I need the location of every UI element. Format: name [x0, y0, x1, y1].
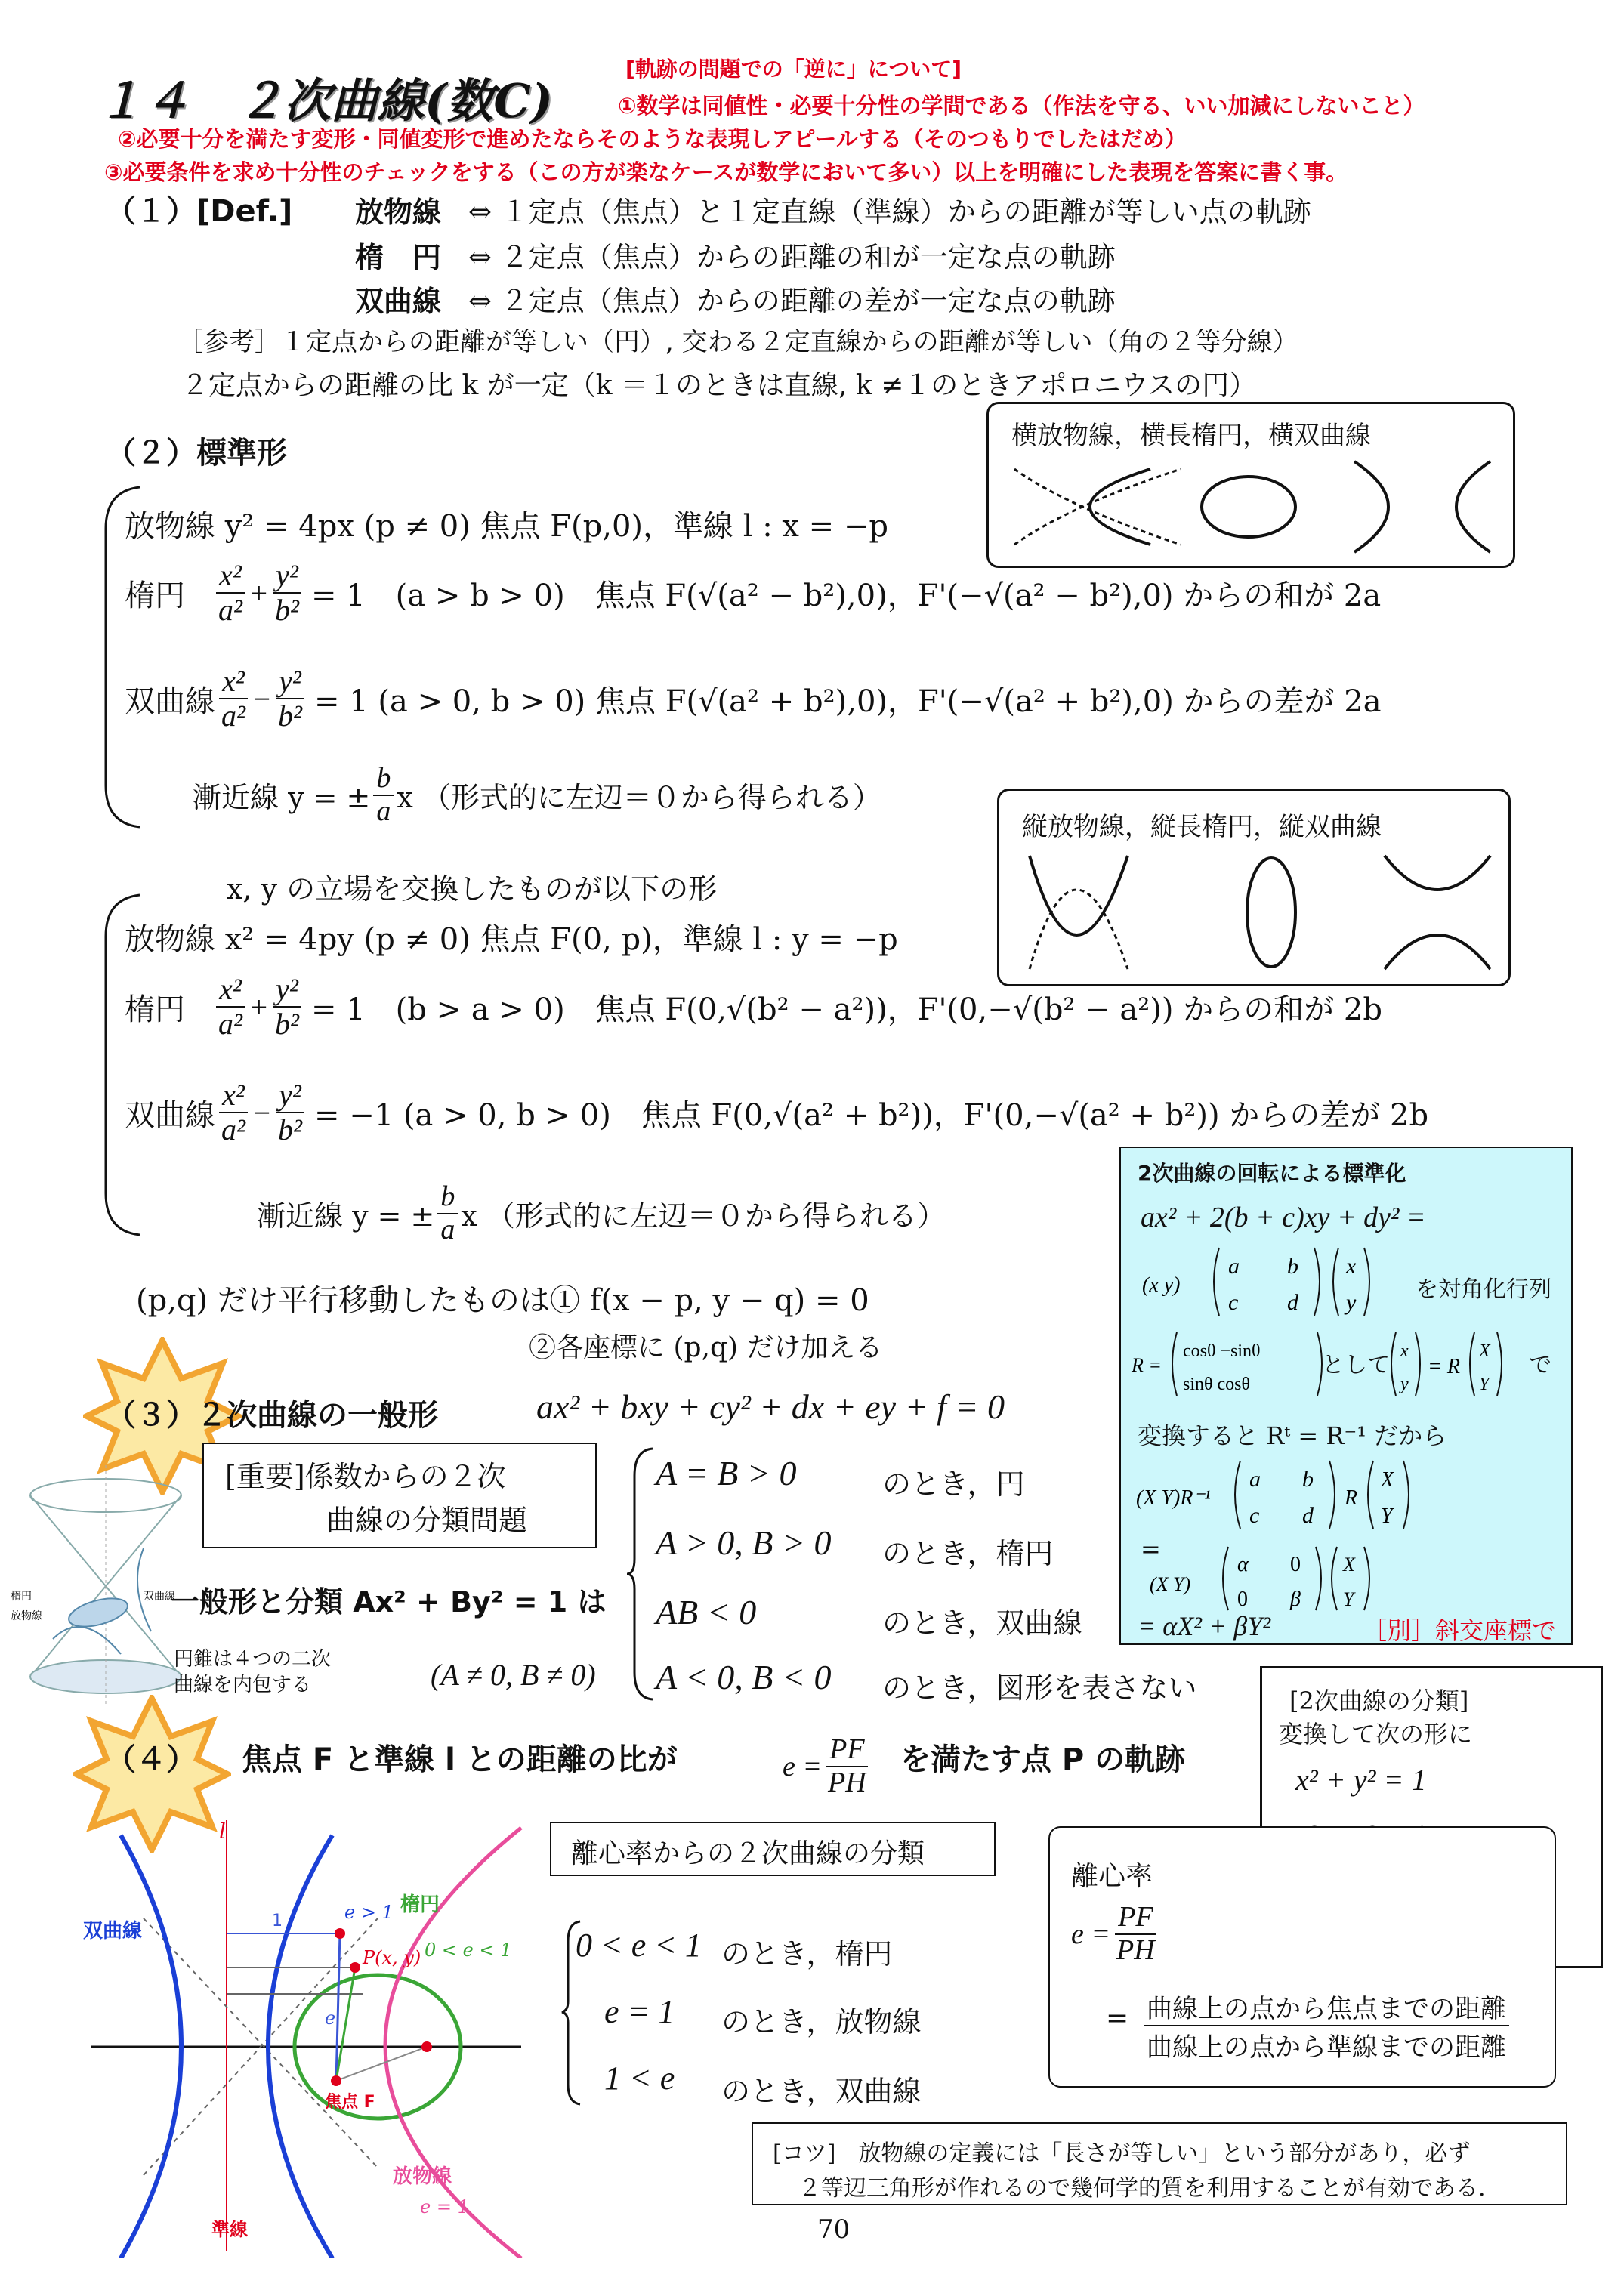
focus-text-2: を満たす点 P の軌跡: [900, 1742, 1186, 1777]
svg-text:R: R: [1345, 1486, 1358, 1510]
cone-label-parabola: 放物線: [11, 1610, 42, 1622]
important-line-2: 曲線の分類問題: [326, 1504, 528, 1537]
svg-text:d: d: [1287, 1290, 1298, 1315]
std-hyperbola-1-pre: 双曲線: [125, 684, 215, 719]
class-result-2: のとき，楕円: [882, 1537, 1054, 1570]
fig-parabola-label: 放物線: [393, 2165, 452, 2188]
tip-line-1: [コツ] 放物線の定義には「長さが等しい」という部分があり，必ず: [773, 2140, 1471, 2167]
class-result-1: のとき，円: [882, 1467, 1025, 1501]
horizontal-box-title: 横放物線，横長楕円，横双曲線: [1011, 421, 1371, 451]
svg-text:y: y: [1400, 1375, 1409, 1394]
horizontal-curves-sketch: [999, 454, 1505, 560]
std-ellipse-2: 楕円 $\frac{\text{x²}}{\text{a²}}$ + $\frac{\text{y²}}{\text{b²}}$ = 1 (b > a > 0) 焦点 F(0,√(b² − a²))，F'(0,−√(b² − a²)) からの和が 2b: [125, 972, 1382, 1041]
rotation-line-4: 変換すると Rᵗ = R⁻¹ だから: [1138, 1421, 1447, 1450]
rotation-line-7: = αX² + βY²: [1138, 1611, 1271, 1641]
frac-x2a2-h2: $\frac{\text{x²}}{\text{a²}}$: [218, 1079, 249, 1146]
brace-3: [625, 1446, 656, 1702]
frac-x2a2: $\frac{\text{x²}}{\text{a²}}$: [215, 559, 245, 627]
frac-y2b2-h: $\frac{\text{y²}}{\text{b²}}$: [275, 665, 305, 733]
fig-point-label: P(x, y): [363, 1947, 421, 1968]
rotation-alt: ［別］斜交座標で: [1363, 1616, 1557, 1645]
rotation-line-1: ax² + 2(b + c)xy + dy² =: [1141, 1202, 1426, 1233]
frac-x2a2-h: $\frac{\text{x²}}{\text{a²}}$: [218, 665, 249, 733]
important-box: [202, 1443, 597, 1548]
svg-text:a: a: [1249, 1467, 1261, 1492]
rotation-matrix-1: [1136, 1240, 1416, 1323]
std-asym2-post: x （形式的に左辺＝０から得られる）: [461, 1199, 946, 1233]
svg-text:0: 0: [1237, 1588, 1248, 1611]
tip-line-2: ２等辺三角形が作れるので幾何学的質を利用することが有効である.: [798, 2175, 1486, 2202]
svg-text:X: X: [1479, 1341, 1490, 1361]
class-cond-3: AB < 0: [656, 1593, 757, 1631]
std-ellipse-1: 楕円 $\frac{\text{x²}}{\text{a²}}$ + $\frac{\text{y²}}{\text{b²}}$ = 1 (a > b > 0) 焦点 F(√(a² − b²),0)，F'(−√(a² − b²),0) からの和が 2a: [125, 558, 1382, 627]
svg-text:Y: Y: [1479, 1375, 1490, 1394]
std-hyperbola-2-pre: 双曲線: [125, 1097, 215, 1133]
general-formula: ax² + bxy + cy² + dx + ey + f = 0: [536, 1387, 1005, 1426]
frac-y2b2: $\frac{\text{y²}}{\text{b²}}$: [272, 559, 302, 627]
rotation-matrix-3: [1139, 1541, 1426, 1616]
frac-ba: $\frac{b}{a}$: [373, 763, 394, 828]
vertical-curves-sketch: [1014, 848, 1498, 977]
std-parabola-2: 放物線 x² = 4py (p ≠ 0) 焦点 F(0, p)，準線 l : y = −p: [125, 922, 898, 957]
std-hyperbola-1-post: = 1 (a > 0, b > 0) 焦点 F(√(a² + b²),0)，F'(−√(a² + b²),0) からの差が 2a: [314, 684, 1382, 719]
ecc-def-box: [1048, 1826, 1556, 2088]
ecc-cond-1: 0 < e < 1: [576, 1927, 702, 1964]
rotation-line-6: =: [1141, 1535, 1161, 1563]
svg-text:α: α: [1237, 1553, 1249, 1576]
note-header: [軌跡の問題での「逆に」について]: [625, 57, 962, 82]
note-line-1: ①数学は同値性・必要十分性の学問である（作法を守る、いい加減にしないこと）: [618, 93, 1425, 119]
svg-text:Y: Y: [1343, 1588, 1354, 1610]
def-hyperbola-desc: ⇔ ２定点（焦点）からの距離の差が一定な点の軌跡: [468, 285, 1116, 317]
svg-text:= R: = R: [1428, 1355, 1460, 1378]
ecc-def-frac-2: [1144, 1988, 1509, 2063]
std-parabola-1: 放物線 y² = 4px (p ≠ 0) 焦点 F(p,0)，準線 l : x = −p: [125, 509, 889, 544]
focus-frac-num: PF: [826, 1734, 867, 1767]
std-hyperbola-1: 双曲線 $\frac{\text{x²}}{\text{a²}}$ − $\frac{\text{y²}}{\text{b²}}$ = 1 (a > 0, b > 0) 焦点 F(√(a² + b²),0)，F'(−√(a² + b²),0) からの差が 2a: [125, 664, 1382, 733]
cone-label-ellipse: 楕円: [11, 1591, 32, 1603]
rotation-matrix-R: [1128, 1326, 1332, 1402]
svg-text:Y: Y: [1381, 1504, 1393, 1528]
classbox-sub: 変換して次の形に: [1279, 1720, 1473, 1748]
class-result-4: のとき，図形を表さない: [882, 1671, 1197, 1705]
classbox-f1: x² + y² = 1: [1295, 1763, 1427, 1797]
std-hyperbola-2-post: = −1 (a > 0, b > 0) 焦点 F(0,√(a² + b²))，F'(0,−√(a² + b²)) からの差が 2b: [314, 1097, 1429, 1133]
ecc-cond-2: e = 1: [604, 1993, 675, 2030]
svg-text:c: c: [1249, 1503, 1260, 1528]
std-asym1-pre: 漸近線 y = ±: [193, 781, 371, 815]
rotation-box: [1119, 1146, 1573, 1645]
fig-e-gt1: e > 1: [344, 1902, 394, 1923]
classbox-title: [2次曲線の分類]: [1289, 1687, 1469, 1715]
svg-text:(X Y)R⁻¹: (X Y)R⁻¹: [1136, 1486, 1211, 1510]
focus-e-eq: e =: [783, 1750, 823, 1782]
std-shift-2: ②各座標に (p,q) だけ加える: [529, 1332, 883, 1363]
svg-text:c: c: [1228, 1290, 1239, 1315]
svg-text:R =: R =: [1132, 1354, 1162, 1376]
svg-text:(X Y): (X Y): [1150, 1573, 1191, 1595]
std-shift-1: (p,q) だけ平行移動したものは① f(x − p, y − q) = 0: [136, 1283, 869, 1318]
std-ellipse-2-post: = 1 (b > a > 0) 焦点 F(0,√(b² − a²))，F'(0,−√(b² − a²)) からの和が 2b: [311, 992, 1382, 1027]
fig-one-label: 1: [272, 1912, 283, 1930]
ecc-result-3: のとき，双曲線: [721, 2075, 922, 2108]
class-cond-1: A = B > 0: [656, 1454, 797, 1492]
vertical-box-title: 縦放物線，縦長楕円，縦双曲線: [1022, 812, 1382, 842]
general-classify: 一般形と分類 Ax² + By² = 1 は: [171, 1585, 607, 1619]
svg-text:x: x: [1346, 1254, 1357, 1279]
ecc-frac-den-2: 曲線上の点から準線までの距離: [1147, 2032, 1506, 2063]
rotation-line-3: として: [1322, 1352, 1390, 1378]
svg-text:X: X: [1381, 1468, 1394, 1492]
standard-label: （２）標準形: [106, 436, 287, 471]
svg-text:X: X: [1343, 1554, 1355, 1575]
std-hyperbola-2: 双曲線 $\frac{\text{x²}}{\text{a²}}$ − $\frac{\text{y²}}{\text{b²}}$ = −1 (a > 0, b > 0) 焦点 F(0,√(a² + b²))，F'(0,−√(a² + b²)) からの差が 2b: [125, 1078, 1429, 1146]
cone-label-hyperbola: 双曲線: [144, 1591, 175, 1603]
general-cond: (A ≠ 0, B ≠ 0): [431, 1658, 596, 1692]
def-ref-1: ［参考］１定点からの距離が等しい（円）, 交わる２定直線からの距離が等しい（角の２等分線）: [178, 327, 1298, 357]
class-cond-2: A > 0, B > 0: [656, 1523, 832, 1562]
svg-text:x: x: [1400, 1341, 1409, 1361]
important-line-1: [重要]係数からの２次: [225, 1460, 506, 1493]
ecc-result-2: のとき，放物線: [721, 2005, 922, 2038]
svg-text:sinθ cosθ: sinθ cosθ: [1183, 1375, 1250, 1394]
def-parabola-desc: ⇔ １定点（焦点）と１定直線（準線）からの距離が等しい点の軌跡: [468, 196, 1311, 228]
focus-text-1: 焦点 F と準線 l との距離の比が: [242, 1742, 678, 1777]
focus-frac-den: PH: [828, 1766, 866, 1798]
class-cond-4: A < 0, B < 0: [656, 1658, 832, 1696]
def-parabola-term: 放物線: [355, 196, 442, 229]
ecc-e-eq: e =: [1071, 1918, 1111, 1950]
std-asymptote-2: [257, 1181, 946, 1246]
focus-fraction: [783, 1734, 872, 1799]
frac-ba-2: $\frac{b}{a}$: [437, 1181, 458, 1246]
rotation-xy-eq: [1385, 1326, 1536, 1402]
ecc-box: [550, 1822, 996, 1876]
general-label: （３）２次曲線の一般形: [106, 1398, 438, 1433]
ecc-frac-num: PF: [1115, 1902, 1156, 1935]
focus-label: （４）: [106, 1742, 196, 1777]
std-ellipse-1-pre: 楕円: [125, 578, 185, 613]
fig-l-label: l: [219, 1819, 226, 1844]
fig-focus-label: 焦点 F: [325, 2093, 375, 2112]
ecc-box-title: 離心率からの２次曲線の分類: [571, 1838, 925, 1869]
fig-hyperbola-label: 双曲線: [83, 1920, 143, 1943]
std-ellipse-1-post: = 1 (a > b > 0) 焦点 F(√(a² − b²),0)，F'(−√(a² − b²),0) からの和が 2a: [311, 578, 1382, 613]
ecc-cond-3: 1 < e: [604, 2060, 675, 2097]
std-ellipse-2-pre: 楕円: [125, 992, 185, 1027]
fig-e-lt1: 0 < e < 1: [425, 1940, 512, 1961]
def-ellipse-desc: ⇔ ２定点（焦点）からの距離の和が一定な点の軌跡: [468, 241, 1116, 273]
cone-note-1: 円錐は４つの二次: [174, 1648, 332, 1671]
rotation-matrix-2: [1132, 1453, 1456, 1536]
page-title: １４ ２次曲線(数C): [97, 73, 554, 128]
fig-directrix-label: 準線: [211, 2219, 248, 2240]
svg-text:β: β: [1290, 1588, 1301, 1611]
std-asymptote-1: [193, 763, 881, 828]
ecc-frac-den: PH: [1116, 1933, 1155, 1966]
ecc-def-title: 離心率: [1071, 1861, 1153, 1892]
fig-ellipse-label: 楕円: [400, 1893, 440, 1916]
rotation-line-2: を対角化行列: [1416, 1276, 1551, 1303]
vertical-curves-box: [997, 789, 1511, 986]
svg-text:y: y: [1346, 1290, 1357, 1315]
fig-e-eq1: e = 1: [420, 2196, 469, 2217]
fig-e-label: e: [325, 2008, 336, 2029]
std-swap: x, y の立場を交換したものが以下の形: [227, 872, 718, 906]
svg-text:a: a: [1228, 1254, 1240, 1279]
page-number: 70: [817, 2214, 851, 2245]
svg-text:cosθ −sinθ: cosθ −sinθ: [1183, 1341, 1261, 1361]
note-line-3: ③必要条件を求め十分性のチェックをする（この方が楽なケースが数学において多い）以上を明確にした表現を答案に書く事。: [104, 159, 1348, 185]
def-ref-2: ２定点からの距離の比 k が一定（k ＝１のときは直線, k ≠１のときアポロニウスの円）: [181, 370, 1257, 401]
rotation-title: 2次曲線の回転による標準化: [1138, 1161, 1406, 1186]
cone-note-2: 曲線を内包する: [174, 1674, 312, 1696]
frac-y2b2-h2: $\frac{\text{y²}}{\text{b²}}$: [275, 1079, 305, 1146]
ecc-frac-num-2: 曲線上の点から焦点までの距離: [1144, 1988, 1509, 2026]
class-result-3: のとき，双曲線: [882, 1606, 1082, 1640]
std-asym1-post: x （形式的に左辺＝０から得られる）: [397, 781, 881, 815]
ecc-def-eq: =: [1106, 2003, 1129, 2034]
def-ellipse-term: 楕 円: [355, 241, 442, 274]
svg-text:d: d: [1302, 1503, 1314, 1528]
tip-box: [752, 2122, 1567, 2205]
note-line-2: ②必要十分を満たす変形・同値変形で進めたならそのような表現しアピールする（そのつもりでしたはだめ）: [118, 126, 1187, 152]
ecc-result-1: のとき，楕円: [721, 1937, 893, 1970]
std-asym2-pre: 漸近線 y = ±: [257, 1199, 435, 1233]
def-hyperbola-term: 双曲線: [355, 285, 442, 318]
svg-text:0: 0: [1290, 1553, 1301, 1576]
horizontal-curves-box: [986, 402, 1515, 568]
svg-text:b: b: [1287, 1254, 1298, 1279]
rotation-line-3b: で: [1529, 1352, 1551, 1378]
focus-directrix-figure: [76, 1813, 529, 2258]
svg-text:(x y): (x y): [1142, 1273, 1181, 1297]
def-label: （１）[Def.]: [106, 194, 293, 229]
frac-y2b2-2: $\frac{\text{y²}}{\text{b²}}$: [272, 973, 302, 1041]
svg-text:b: b: [1302, 1467, 1314, 1492]
ecc-def-frac: [1071, 1902, 1161, 1967]
frac-x2a2-2: $\frac{\text{x²}}{\text{a²}}$: [215, 973, 245, 1041]
